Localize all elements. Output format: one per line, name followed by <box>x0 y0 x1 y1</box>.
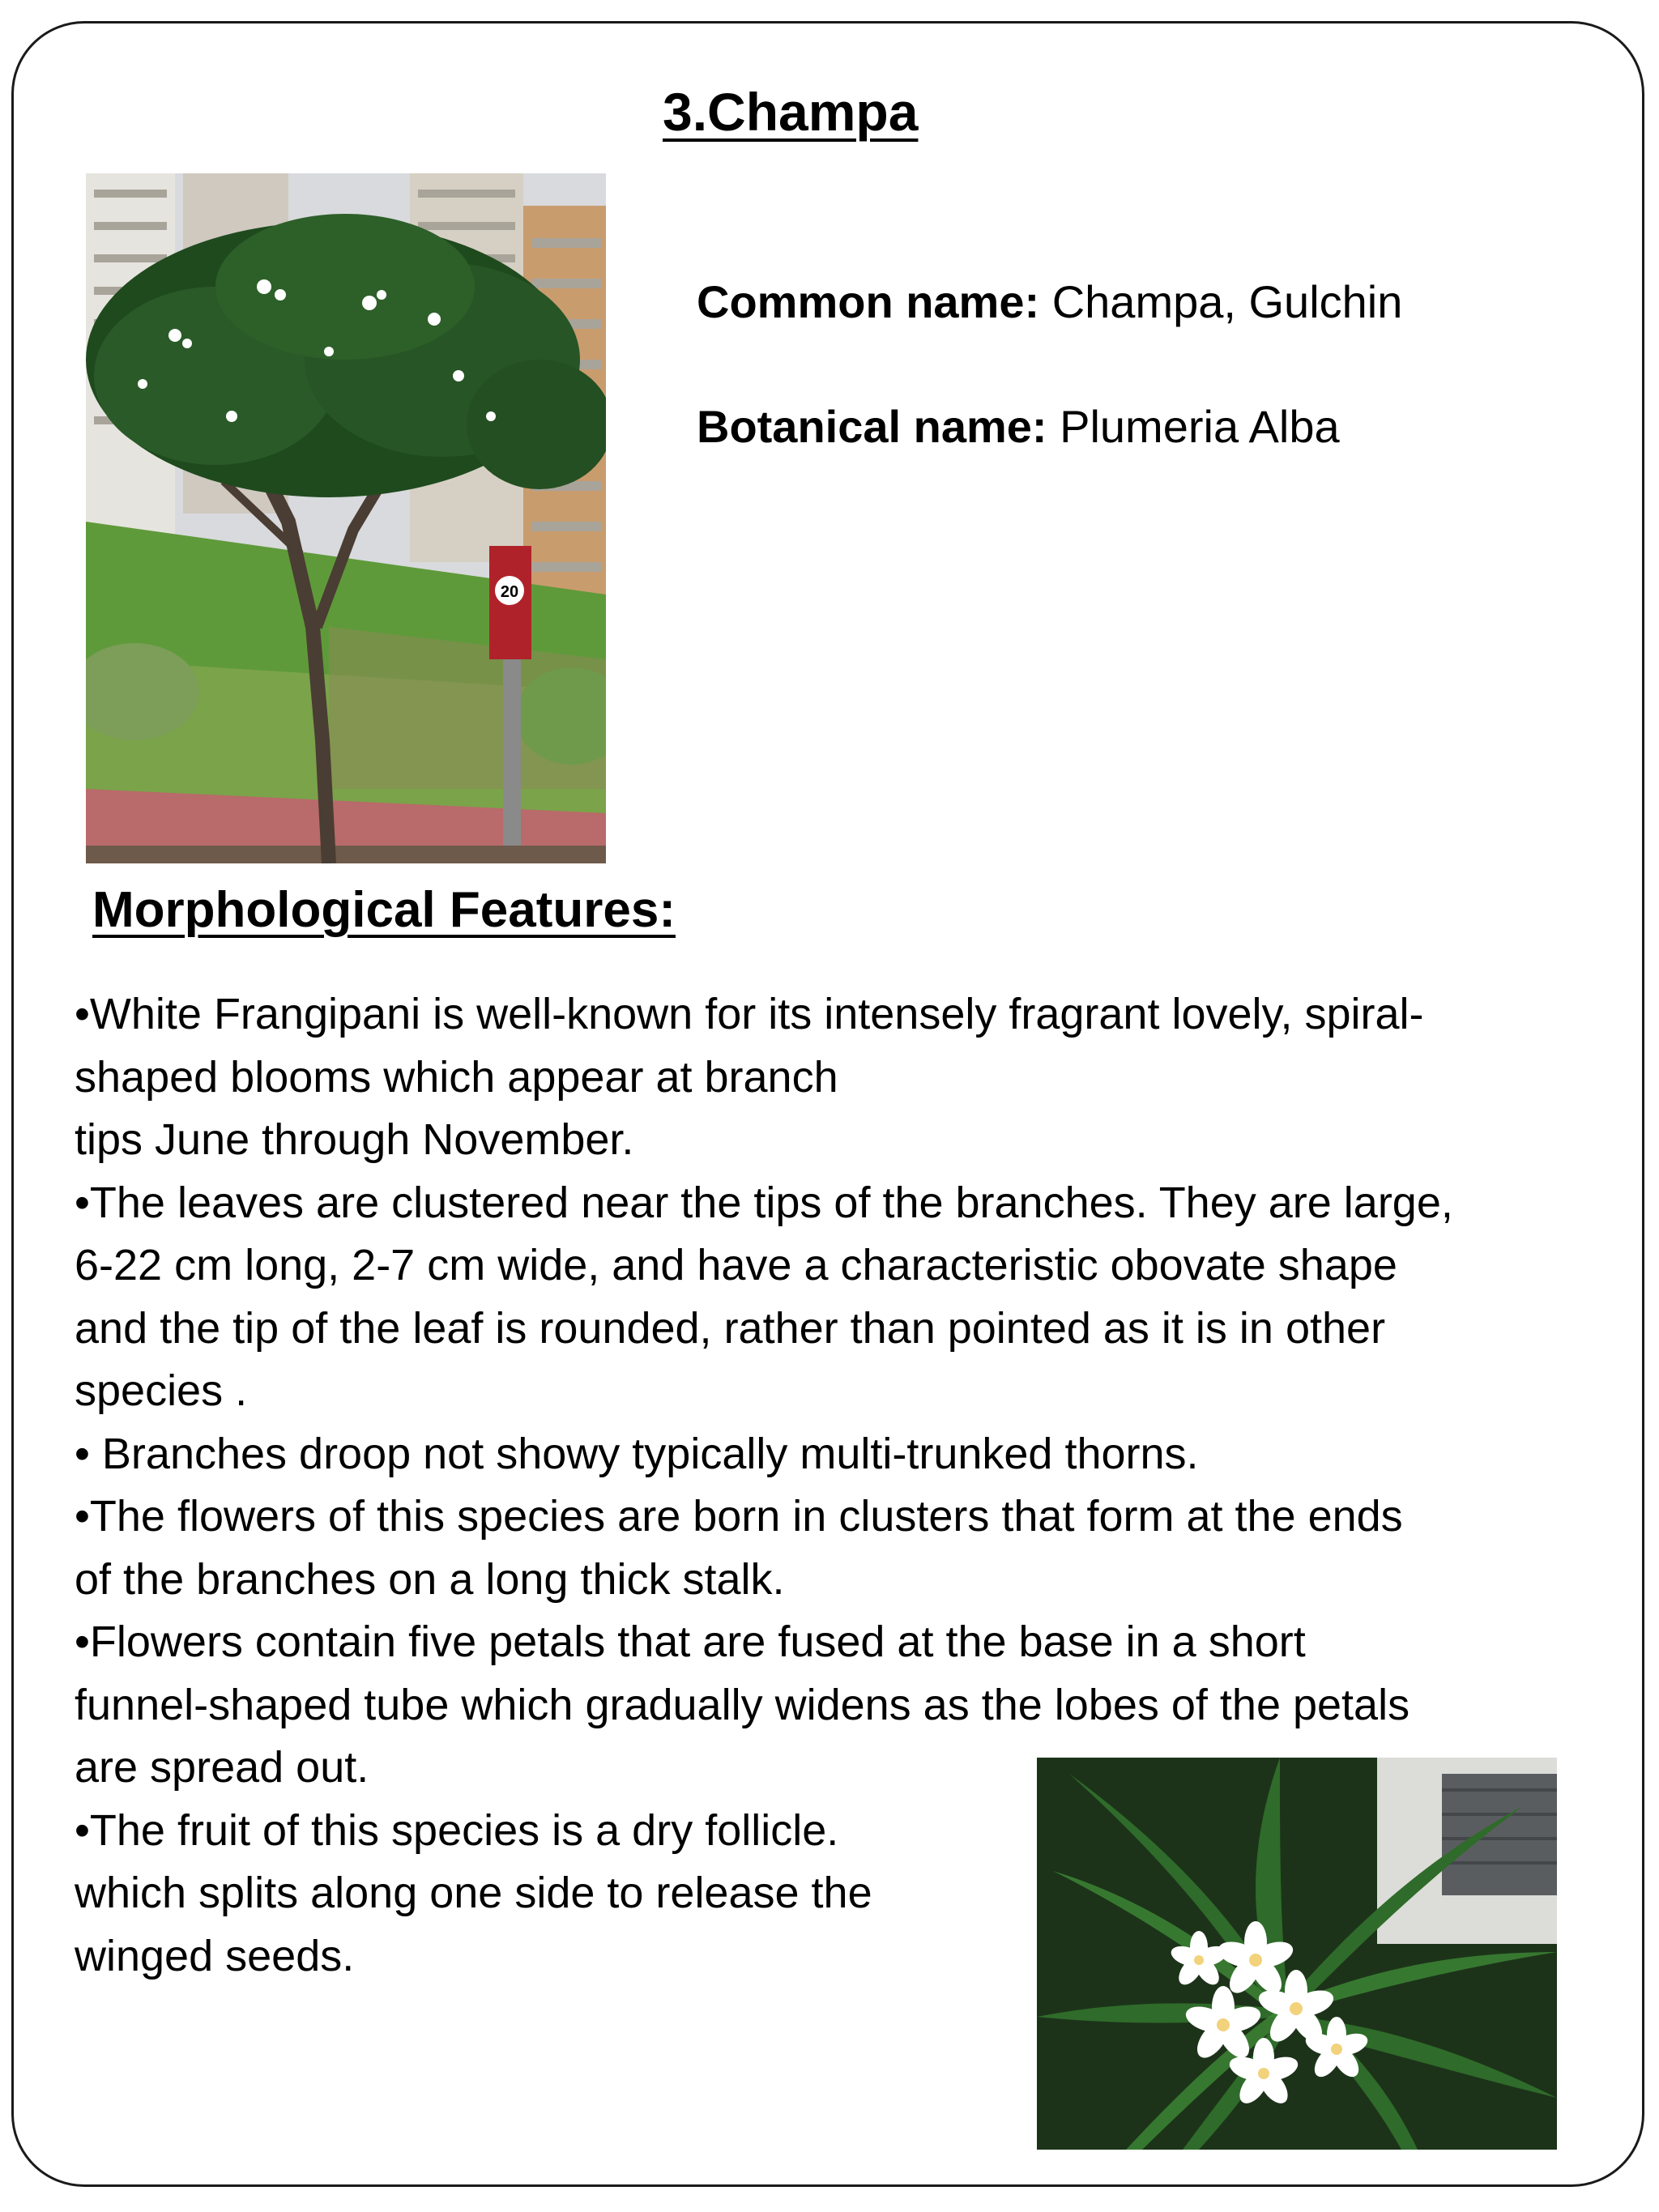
text-line: •White Frangipani is well-known for its intensely fragrant lovely, spiral- <box>75 990 1424 1038</box>
page-title: 3.Champa <box>663 82 919 142</box>
common-name-line <box>697 275 1402 328</box>
text-line: •The fruit of this species is a dry follicle. <box>75 1805 839 1855</box>
text-line: funnel-shaped tube which gradually widens as the lobes of the petals <box>75 1680 1410 1729</box>
botanical-name-line <box>697 400 1340 453</box>
common-name-label: Common name: <box>697 276 1040 327</box>
champa-flower-photo <box>1037 1758 1557 2150</box>
text-line: and the tip of the leaf is rounded, rather than pointed as it is in other <box>75 1303 1386 1353</box>
text-line: •The leaves are clustered near the tips of the branches. They are large, <box>75 1178 1453 1227</box>
text-line: of the branches on a long thick stalk. <box>75 1554 785 1604</box>
champa-tree-photo <box>86 173 606 863</box>
text-line: winged seeds. <box>75 1931 355 1980</box>
botanical-name-label: Botanical name: <box>697 401 1047 452</box>
botanical-name-value: Plumeria Alba <box>1047 401 1340 452</box>
text-line: species . <box>75 1366 248 1415</box>
section-heading: Morphological Features: <box>92 882 676 938</box>
speed-sign-text: 20 <box>500 583 519 601</box>
common-name-value: Champa, Gulchin <box>1039 276 1403 327</box>
text-line: tips June through November. <box>75 1115 634 1164</box>
text-line: 6-22 cm long, 2-7 cm wide, and have a characteristic obovate shape <box>75 1241 1397 1289</box>
text-line: which splits along one side to release the <box>75 1869 872 1917</box>
text-line: are spread out. <box>75 1743 369 1792</box>
text-line: •The flowers of this species are born in clusters that form at the ends <box>75 1492 1403 1541</box>
text-line: •Flowers contain five petals that are fused at the base in a short <box>75 1617 1306 1666</box>
text-line: • Branches droop not showy typically multi-trunked thorns. <box>75 1429 1199 1478</box>
text-line: shaped blooms which appear at branch <box>75 1052 838 1102</box>
